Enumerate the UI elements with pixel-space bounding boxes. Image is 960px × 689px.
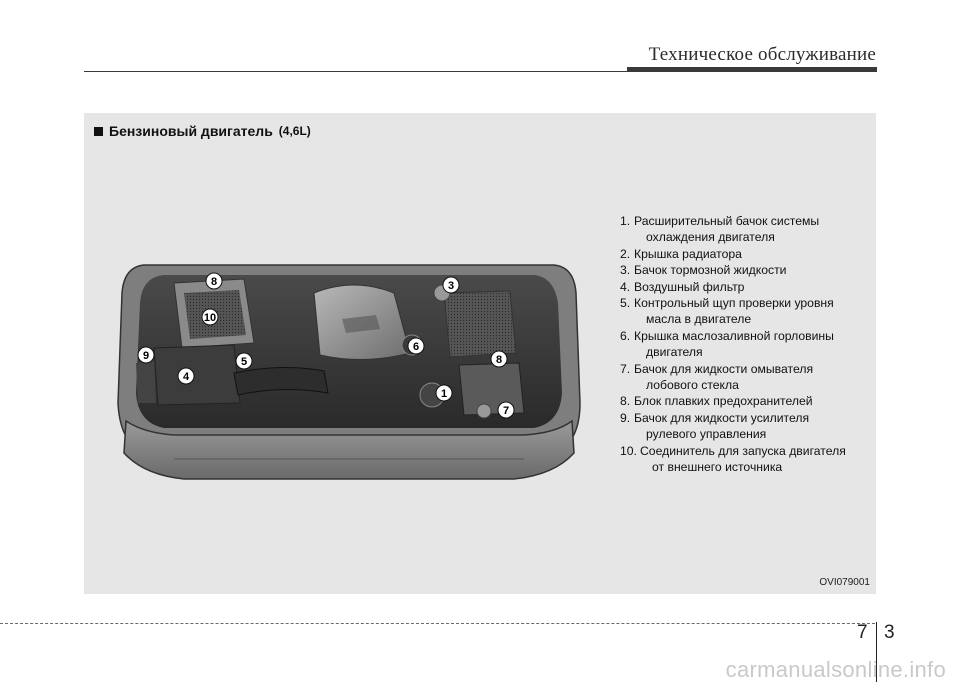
panel-heading-text: Бензиновый двигатель [109,123,273,139]
callout-badge [408,338,424,354]
callout-label: 8 [210,276,218,288]
legend-item: 4. Воздушный фильтр [620,279,745,294]
callout-badge [236,353,252,369]
callout-label: 1 [440,388,448,400]
callout-badge [206,273,222,289]
callout-badge [436,385,452,401]
panel-heading [94,123,311,139]
callout-label: 3 [447,280,455,292]
callout-badge [443,277,459,293]
callout-label: 4 [182,371,190,383]
legend-item: 10. Соединитель для запуска двигателя от внешнего источника [620,443,846,475]
panel-heading-suffix: (4,6L) [278,124,311,138]
legend-item: 6. Крышка маслозаливной горловины двигателя [620,328,834,360]
legend-item: 9. Бачок для жидкости усилителя рулевого управления [620,410,810,442]
legend-item: 8. Блок плавких предохранителей [620,394,813,409]
page-chapter-number: 7 [857,622,868,643]
legend-item: 7. Бачок для жидкости омывателя лобового стекла [620,361,814,393]
callout-badge [138,347,154,363]
figure-code: OVI079001 [819,577,870,588]
watermark: carmanualsonline.info [725,657,946,682]
callout-label: 8 [495,354,503,366]
callout-label: 10 [203,312,217,324]
callout-label: 7 [502,405,510,417]
component-legend [620,213,870,476]
legend-item: 1. Расширительный бачок системы охлаждения двигателя [620,214,820,245]
square-bullet-icon [94,127,103,136]
engine-bay-illustration [114,253,582,503]
callout-label: 6 [412,341,420,353]
header-rule-accent [627,67,877,72]
callout-badge [202,309,218,325]
legend-item: 2. Крышка радиатора [620,246,742,261]
header-title: Техническое обслуживание [648,44,876,65]
page-number: 3 [884,622,895,643]
callout-badge [491,351,507,367]
callout-badge [498,402,514,418]
engine-panel [84,113,876,594]
callout-badge [178,368,194,384]
legend-item: 3. Бачок тормозной жидкости [620,263,787,278]
legend-item: 5. Контрольный щуп проверки уровня масла в двигателе [620,296,834,327]
callout-label: 5 [240,356,248,368]
footer-rule [0,623,875,624]
callout-label: 9 [142,350,150,362]
